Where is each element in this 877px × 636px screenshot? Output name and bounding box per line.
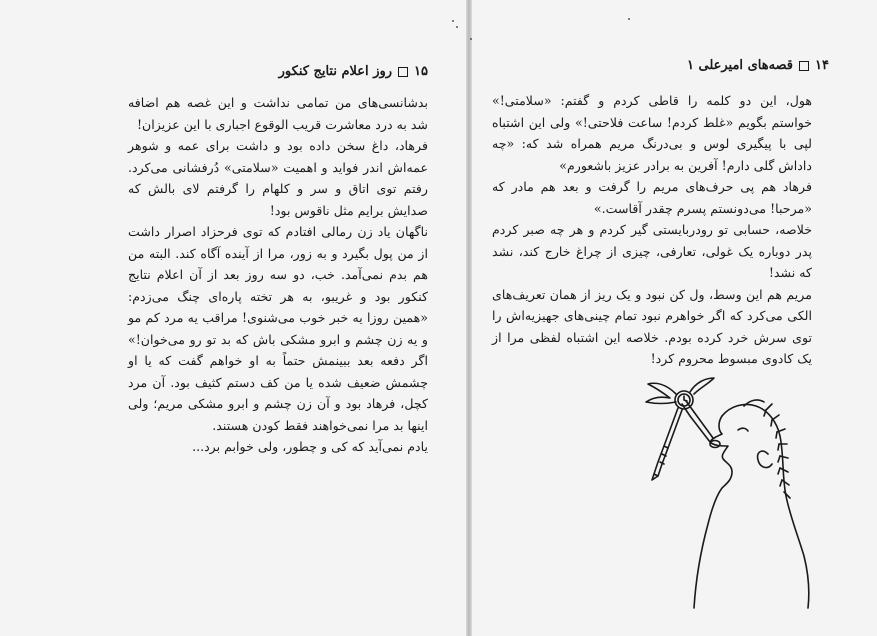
paragraph: مریم هم این وسط، ول کن نبود و یک ریز از همان تعریف‌های الکی می‌کرد که اگر خواهرم نبود تمام چینی‌های جهیزیه‌اش را توی سرش خرد کرده بودم. خلاصه این اشتباه لفظی مرا از یک کادوی مبسوط محروم کرد! [492, 286, 812, 366]
left-page-number: ۱۵ [414, 64, 428, 79]
right-page [472, 0, 877, 636]
scan-speckle [456, 26, 458, 28]
paragraph: ناگهان یاد زن رمالی افتادم که توی فرحزاد اصرار داشت از من پول بگیرد و به زور، مرا از آینده آگاه کند. البته من هم بدم نمی‌آمد. خب، دو سه روز بعد از آن اعلام نتایج کنکور بود و غریبو، به هر تخته پاره‌ای چنگ می‌زدم: «همین روزا یه خبر خوب می‌شنوی! مراقب یه مرد کم مو و یه زن چشم و ابرو مشکی باش که بد تو رو می‌خوان!» اگر دفعه بعد ببینمش حتماً به او خواهم گفت که یا او چشمش ضعیف شده یا من کف دستم کثیف بود. آن مرد کچل، فرهاد بود و آن زن چشم و ابرو مشکی مریم؛ ولی اینها بد مرا نمی‌خواهند فقط کودن هستند. [128, 224, 428, 433]
right-page-number: ۱۴ [815, 58, 829, 73]
left-page-header [128, 64, 428, 79]
paragraph: یادم نمی‌آید که کی و چطور، ولی خوابم برد... [192, 439, 428, 454]
paragraph: بدشانسی‌های من تمامی نداشت و این غصه هم اضافه شد به درد معاشرت قریب الوقوع اجباری با این عزیزان! [128, 95, 428, 132]
scan-speckle [470, 38, 472, 40]
square-ornament-icon [799, 61, 809, 71]
right-page-body [492, 90, 812, 370]
boy-with-winged-watch-drawing [572, 376, 832, 611]
right-running-title: قصه‌های امیرعلی ۱ [686, 58, 794, 73]
scan-speckle [452, 20, 454, 22]
paragraph: فرهاد هم پی حرف‌های مریم را گرفت و بعد هم مادر که «مرحبا! می‌دونستم پسرم چقدر آقاست.» [492, 179, 812, 216]
scan-speckle [628, 18, 630, 20]
left-running-title: روز اعلام نتایج کنکور [278, 64, 393, 79]
paragraph: خلاصه، حسابی تو رودربایستی گیر کردم و هر چه صبر کردم پدر دوباره یک غولی، تعارفی، چیزی از چراغ خارج کند، نشد که نشد! [492, 222, 812, 280]
paragraph: فرهاد، داغ سخن داده بود و داشت برای عمه و شوهر عمه‌اش اندر فواید و اهمیت «سلامتی» دُرفشانی می‌کرد. رفتم توی اتاق و سر و کلهام را گرفتم لای بالش که صدایش برایم مثل ناقوس بود! [128, 138, 428, 218]
right-page-header [529, 58, 829, 73]
paragraph: هول، این دو کلمه را قاطی کردم و گفتم: «سلامتی!» خواستم بگویم «غلط کردم! ساعت فلاحتی!» ولی این اشتباه لپی با پیگیری لوس و بی‌درنگ مریم همراه شد که: «چه داداش گلی دارم! آفرین به برادر عزیز باشعورم» [492, 93, 812, 173]
left-page-body [128, 92, 428, 458]
square-ornament-icon [398, 67, 408, 77]
